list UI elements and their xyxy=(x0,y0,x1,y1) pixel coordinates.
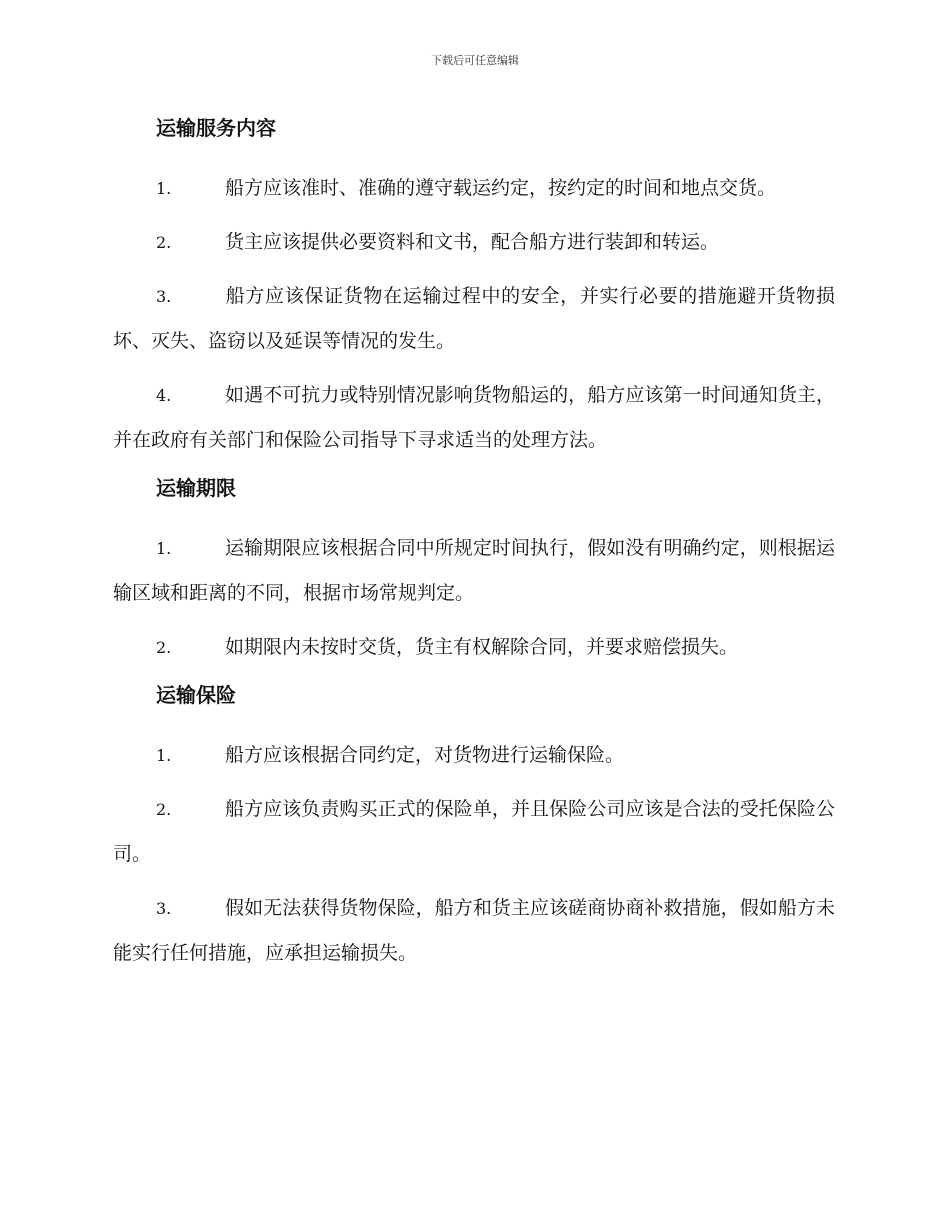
list-item xyxy=(113,274,835,364)
item-number: 2. xyxy=(156,233,172,252)
list-item xyxy=(113,166,835,211)
item-number: 1. xyxy=(156,746,172,765)
item-text: 船方应该保证货物在运输过程中的安全，并实行必要的措施避开货物损坏、灭失、盗窃以及延误等情况的发生。 xyxy=(113,285,835,352)
item-text: 货主应该提供必要资料和文书，配合船方进行装卸和转运。 xyxy=(225,231,720,253)
list-item xyxy=(113,733,835,778)
section-transport-service xyxy=(113,112,835,463)
section-title: 运输服务内容 xyxy=(156,116,276,140)
item-number: 3. xyxy=(156,899,172,918)
item-text: 假如无法获得货物保险，船方和货主应该磋商协商补救措施，假如船方未能实行任何措施，应承担运输损失。 xyxy=(113,897,835,964)
item-number: 4. xyxy=(156,386,172,405)
list-item xyxy=(113,373,835,463)
header-note: 下载后可任意编辑 xyxy=(431,54,519,67)
item-number: 2. xyxy=(156,800,172,819)
item-text: 船方应该负责购买正式的保险单，并且保险公司应该是合法的受托保险公司。 xyxy=(113,798,835,865)
item-number: 1. xyxy=(156,179,172,198)
item-number: 1. xyxy=(156,539,172,558)
section-transport-insurance xyxy=(113,679,835,976)
item-text: 船方应该准时、准确的遵守载运约定，按约定的时间和地点交货。 xyxy=(225,177,777,199)
item-text: 如期限内未按时交货，货主有权解除合同，并要求赔偿损失。 xyxy=(225,636,739,658)
item-text: 如遇不可抗力或特别情况影响货物船运的，船方应该第一时间通知货主，并在政府有关部门和保险公司指导下寻求适当的处理方法。 xyxy=(113,384,835,451)
item-text: 运输期限应该根据合同中所规定时间执行，假如没有明确约定，则根据运输区域和距离的不同，根据市场常规判定。 xyxy=(113,537,835,604)
list-item xyxy=(113,886,835,976)
list-item xyxy=(113,526,835,616)
list-item xyxy=(113,787,835,877)
list-item xyxy=(113,220,835,265)
section-title: 运输保险 xyxy=(156,683,236,707)
section-title: 运输期限 xyxy=(156,476,236,500)
item-number: 2. xyxy=(156,638,172,657)
item-number: 3. xyxy=(156,287,172,306)
document-body xyxy=(113,112,835,985)
list-item xyxy=(113,625,835,670)
section-transport-period xyxy=(113,472,835,670)
item-text: 船方应该根据合同约定，对货物进行运输保险。 xyxy=(225,744,625,766)
